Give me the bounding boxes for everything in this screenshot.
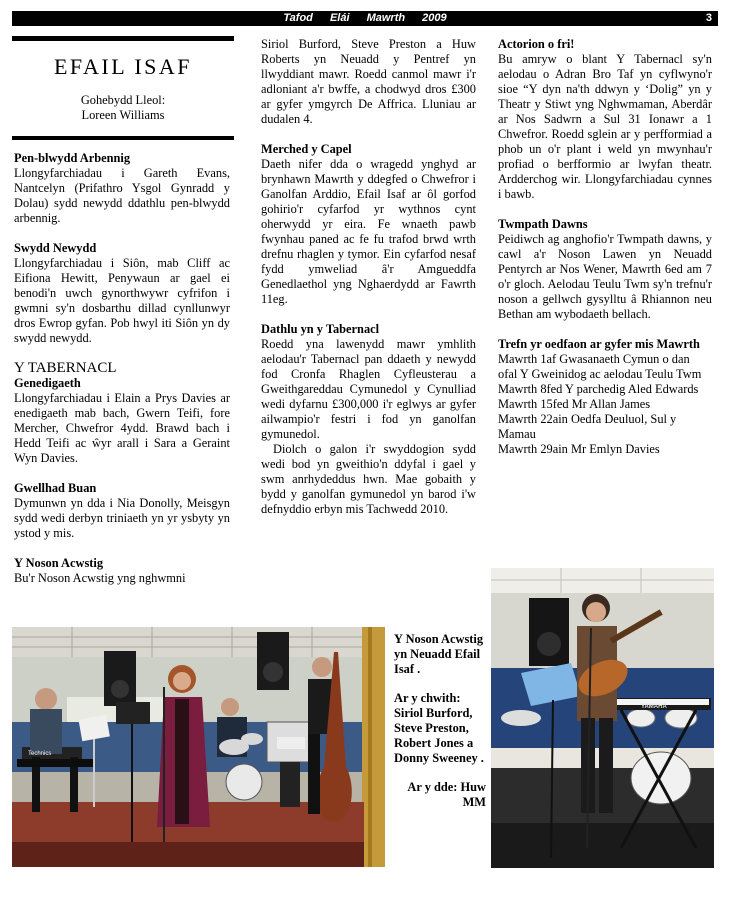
section-heading: Swydd Newydd: [14, 241, 97, 255]
photo-caption: [394, 632, 486, 810]
section-body: Bu amryw o blant Y Tabernacl sy'n aelodau o Adran Bro Taf yn cyflwyno'r sioe “Y dyn na'th ddwyn y ‘Dolig” yn y Theatr y Stiwt yng Nghwmaman, Aberdâr ar Nos Sadwrn a Sul 31 Ionawr a 1 Chwefror. Roedd sglein ar y perfformiad a phob un o'r plant i weld yn mwynhau'r profiad o berfformio ar lwyfan theatr. Ardderchog wir. Llongyfarchiadau cynnes i bawb.: [498, 52, 712, 201]
column-3: [498, 37, 712, 457]
service-item: Mawrth 1af Gwasanaeth Cymun o dan ofal Y Gweinidog ac aelodau Teulu Twm: [498, 352, 702, 381]
reporter-name: Loreen Williams: [81, 108, 165, 122]
section-body: Diolch o galon i'r swyddogion sydd wedi bod yn gweithio'n ddyfal i gael y swm anrhydeddus hwn. Mae gobaith y bydd y ganolfan gymunedol yn barod i'w defnyddio erbyn mis Tachwedd 2010.: [261, 442, 476, 516]
keyboard-brand-right: YAMAHA: [641, 704, 667, 710]
caption-event: Y Noson Acwstig yn Neuadd Efail Isaf .: [394, 632, 484, 676]
masthead-bottom-rule: [12, 136, 234, 140]
photo-band-left: [12, 627, 385, 867]
service-item: Mawrth 15fed Mr Allan James: [498, 397, 651, 411]
section-body: Peidiwch ag anghofio'r Twmpath dawns, y cawl a'r Noson Lawen yn Neuadd Pentyrch ar Nos Wener, Mawrth 6ed am 7 o'r gloch. Aelodau Teulu Twm sy'n trefnu'r noson a gellwch gysylltu â Rhiannon neu Bethan am wybodaeth bellach.: [498, 232, 712, 321]
section-body: Daeth nifer dda o wragedd ynghyd ar brynhawn Mawrth y ddegfed o Chwefror i Ganolfan Arddio, Efail Isaf ar ôl gorfod gohirio'r cyfarfod yr wythnos cynt oherwydd yr eira. Fe wnaeth pawb fwynhau paned ac fe fu trafod brwd wrth drefnu rhaglen y tymor. Ein cyfarfod nesaf fydd ymweliad â'r Amgueddfa Genedlaethol yng Nghaerdydd ar Fawrth 11eg.: [261, 157, 476, 306]
caption-right-name: Ar y dde: Huw MM: [407, 780, 486, 809]
header-title: Tafod Elái Mawrth 2009: [283, 12, 447, 24]
page-header-bar: [12, 11, 718, 26]
section-body: Llongyfarchiadau i Siôn, mab Cliff ac Eifiona Hewitt, Penywaun ar gael ei benodi'n uwch gynorthwywr cyfrifon i gwmni sy'n dosbarthu dillad cynllunwyr dros Ewrop gyfan. Pob hwyl iti Siôn yn dy swydd newydd.: [14, 256, 230, 345]
service-item: Mawrth 8fed Y parchedig Aled Edwards: [498, 382, 699, 396]
column-1: [14, 151, 230, 586]
section-heading: Trefn yr oedfaon ar gyfer mis Mawrth: [498, 337, 700, 351]
reporter-label: Gohebydd Lleol:: [80, 93, 166, 107]
section-body: Llongyfarchiadau i Elain a Prys Davies ar enedigaeth mab bach, Gwern Teifi, fore Mercher, Chwefror 4ydd. Brawd bach i Hedd Teifi ac ŵyr arall i Sara a Geraint Wyn Davies.: [14, 391, 230, 465]
caption-left-names: Ar y chwith: Siriol Burford, Steve Preston, Robert Jones a Donny Sweeney .: [394, 691, 484, 765]
section-body: Roedd yna lawenydd mawr ymhlith aelodau'r Tabernacl pan ddaeth y newydd fod Cronfa Rhaglen Cyfleusterau a Gweithgareddau Cymunedol y Cynulliad wedi dyfarnu £300,000 i'r eglwys ar gyfer ailwampio'r festri i fod yn ganolfan gymunedol.: [261, 337, 476, 441]
chapel-heading: Y TABERNACL: [14, 360, 117, 376]
section-heading: Genedigaeth: [14, 376, 81, 390]
photo-band-right: [491, 568, 714, 868]
section-body: Bu'r Noson Acwstig yng nghwmni: [14, 571, 186, 585]
section-body: Siriol Burford, Steve Preston a Huw Roberts yn Neuadd y Pentref yn llwyddiant mawr. Roedd canmol mawr i'r adloniant a'r bwffe, a chodwyd dros £300 ar gyfer ymgyrch De Affrica. Lluniau ar dudalen 4.: [261, 37, 476, 126]
section-heading: Twmpath Dawns: [498, 217, 588, 231]
service-list: [498, 352, 712, 457]
keyboard-brand-left: Technics: [28, 751, 52, 757]
masthead-top-rule: [12, 36, 234, 41]
section-heading: Dathlu yn y Tabernacl: [261, 322, 380, 336]
section-heading: Actorion o fri!: [498, 37, 575, 51]
page-number: 3: [705, 12, 712, 24]
masthead-title: EFAIL ISAF: [53, 54, 193, 79]
section-heading: Y Noson Acwstig: [14, 556, 104, 570]
section-body: Dymunwn yn dda i Nia Donolly, Meisgyn sydd wedi derbyn triniaeth yn yr ysbyty yn ystod y mis.: [14, 496, 230, 540]
section-heading: Gwellhad Buan: [14, 481, 97, 495]
service-item: Mawrth 29ain Mr Emlyn Davies: [498, 442, 660, 456]
masthead-reporter: [12, 93, 234, 123]
section-heading: Merched y Capel: [261, 142, 352, 156]
section-body: Llongyfarchiadau i Gareth Evans, Nantcelyn (Prifathro Ysgol Gynradd y Dolau) sydd newydd ddathlu pen-blwydd arbennig.: [14, 166, 230, 225]
column-2: [261, 37, 476, 517]
section-heading: Pen-blwydd Arbennig: [14, 151, 131, 165]
service-item: Mawrth 22ain Oedfa Deuluol, Sul y Mamau: [498, 412, 677, 441]
